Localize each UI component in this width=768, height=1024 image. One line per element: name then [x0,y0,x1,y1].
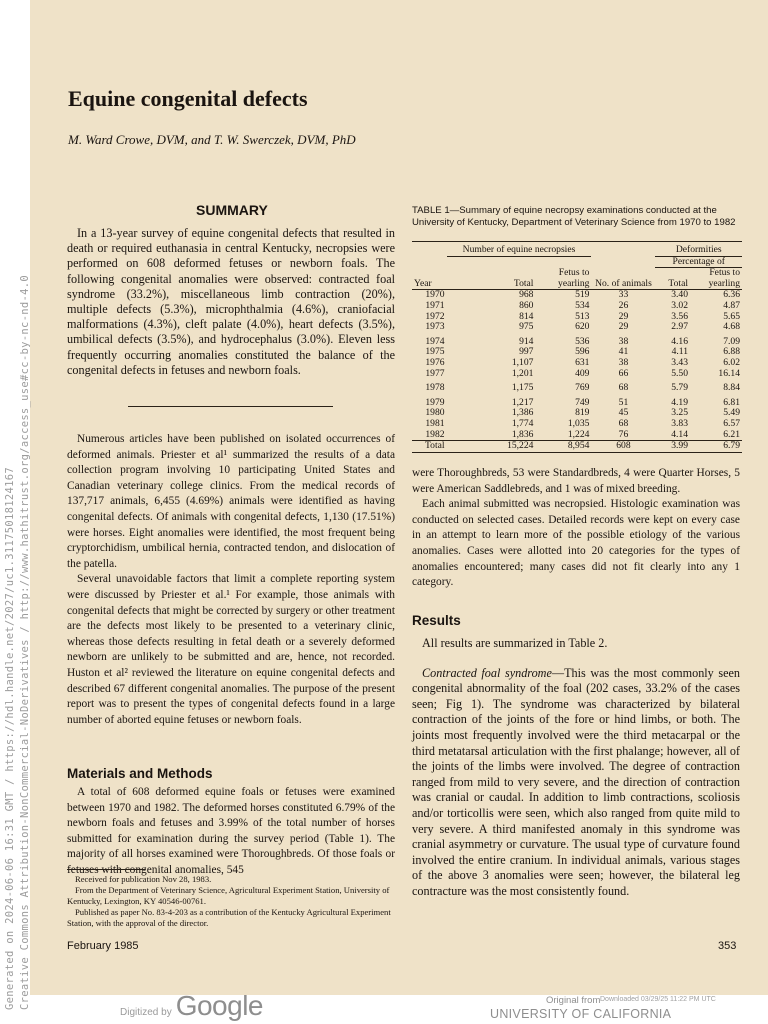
table-year-cell: 1982 [425,428,445,440]
table-cell: 68 [618,382,629,394]
table-cell: 749 [575,396,590,408]
table-cell: 29 [618,310,629,322]
table-year-cell: 1979 [425,396,445,408]
necropsy-summary-table [412,241,742,453]
table-cell: 596 [575,346,590,358]
table-cell: 1,175 [511,382,534,394]
table-cell: 3.40 [671,289,688,301]
col-header-pct-total: Total [668,277,688,289]
table-year-cell: 1970 [425,289,445,301]
table-row [412,322,742,333]
table-cell: 6.36 [723,289,740,301]
license-watermark: Creative Commons Attribution-NonCommercial-NoDerivatives / http://www.hathitrust.org/access_use#cc-by-nc-nd-4.0 [19,275,31,1010]
breed-paragraph: were Thoroughbreds, 53 were Standardbreds, 4 were Quarter Horses, 5 were American Saddlebreds, and 1 was of mixed breeding. [412,467,740,495]
header-spacer [412,256,447,268]
methods-heading: Materials and Methods [67,766,213,781]
table-cell: 29 [618,321,629,333]
table-row [412,419,742,430]
table-year-cell: 1978 [425,382,445,394]
results-text-block [412,636,740,900]
table-row [412,379,742,394]
table-cell: 608 [616,440,631,452]
table-cell: 6.57 [723,417,740,429]
table-body [412,290,742,441]
col-header-year: Year [414,277,432,289]
table-cell: 15,224 [507,440,534,452]
header-spacer [447,256,536,268]
table-cell: 1,107 [511,356,534,368]
table-year-cell: 1971 [425,299,445,311]
necropsy-paragraph: Each animal submitted was necropsied. Histologic examination was conducted on selected cases. Detailed records were kept on every case in an attempt to learn more of the possible etiology of the various anomalies. Cases were allotted into 20 categories for the types of anomalies encountered; many cases did not fit clearly into any 1 category. [412,498,740,589]
google-wordmark: Google [175,990,263,1021]
table-row [412,369,742,380]
table-cell: 769 [575,382,590,394]
table-cell: 66 [618,367,629,379]
table-row [412,358,742,369]
table-year-cell: 1975 [425,346,445,358]
table-year-cell: 1980 [425,407,445,419]
header-group-percentage: Percentage of [655,256,742,268]
footnote-affiliation: From the Department of Veterinary Science, Agricultural Experiment Station, University of Kentucky, Lexington, KY 40546-00761. [67,885,390,906]
methods-paragraph: A total of 608 deformed equine foals or fetuses were examined between 1970 and 1982. The deformed horses constituted 6.79% of the newborn foals and fetuses and 3.99% of the total number of horses submitted for examination during the survey period (Table 1). The majority of all horses examined were Thoroughbreds. Of those foals or fetuses with congenital anomalies, 545 [67,786,395,876]
footnote-rule [67,869,145,870]
table-year-cell: 1981 [425,417,445,429]
results-term: Contracted foal syndrome [422,665,552,680]
table-cell: 6.21 [723,428,740,440]
table-year-cell: 1973 [425,321,445,333]
table-cell: 534 [575,299,590,311]
table-cell: 4.68 [723,321,740,333]
table-cell: 1,224 [567,428,590,440]
table-cell: 519 [575,289,590,301]
table-year-cell: 1972 [425,310,445,322]
table-cell: 38 [618,335,629,347]
right-text-block [412,466,740,591]
table-cell: 3.02 [671,299,688,311]
table-row [412,301,742,312]
table-cell: 4.16 [671,335,688,347]
results-paragraph-1: All results are summarized in Table 2. [422,636,608,650]
table-row [412,430,742,441]
results-heading: Results [412,613,461,628]
table-cell: 513 [575,310,590,322]
table-cell: 4.19 [671,396,688,408]
col-header-pct-fetus: Fetus to yearling [708,267,740,289]
table-cell: 4.11 [671,346,688,358]
article-authors: M. Ward Crowe, DVM, and T. W. Swerczek, DVM, PhD [68,132,356,147]
header-spacer [535,256,591,268]
table-cell: 1,836 [511,428,534,440]
table-cell: 6.81 [723,396,740,408]
table-cell: 997 [519,346,534,358]
table-cell: 6.88 [723,346,740,358]
summary-heading: SUMMARY [196,202,268,218]
col-header-animals: No. of animals [595,277,652,289]
header-group-necropsies: Number of equine necropsies [447,242,592,257]
page-number: 353 [718,940,737,952]
table-cell: 3.43 [671,356,688,368]
table-cell: 1,201 [511,367,534,379]
table-cell: 45 [618,407,629,419]
table-row [412,333,742,348]
table-year-cell: 1974 [425,335,445,347]
table-cell: Total [424,440,445,452]
table-cell: 631 [575,356,590,368]
source-university: UNIVERSITY OF CALIFORNIA [490,1007,672,1021]
article-title: Equine congenital defects [68,86,308,111]
table-cell: 6.79 [723,440,740,452]
table-cell: 3.56 [671,310,688,322]
table-cell: 76 [618,428,629,440]
table-cell: 975 [519,321,534,333]
table-cell: 1,035 [567,417,590,429]
header-spacer [591,256,655,268]
footnote-publication: Published as paper No. 83-4-203 as a contribution of the Kentucky Agricultural Experiment Station, with the approval of the director. [67,907,391,928]
original-from-label: Original from [546,995,601,1006]
table-cell: 26 [618,299,629,311]
table-cell: 5.79 [671,382,688,394]
summary-text-block [67,226,395,378]
table-cell: 4.87 [723,299,740,311]
intro-paragraph-1: Numerous articles have been published on isolated occurrences of deformed animals. Priester et al¹ summarized the results of a data collection program involving 10 participating United States and Canadian veterinary college clinics. From the medical records of 137,717 animals, 6,455 (4.69%) animals were identified as having congenital defects. Of animals with congenital defects, 1,130 (17.51%) were horses. Eight anomalies were identified, the most frequent being cryptorchidism, umbilical hernia, contracted tendon, and dislocation of the patella. [67,433,395,570]
table-cell: 5.50 [671,367,688,379]
col-header-total: Total [513,277,534,289]
summary-paragraph: In a 13-year survey of equine congenital defects that resulted in death or required euthanasia in central Kentucky, necropsies were performed on 608 deformed fetuses or newborn foals. The following congenital anomalies were observed: contracted foal syndrome (33.2%), miscellaneous limb contraction (20%), multiple defects (5.3%), microphthalmia (4.6%), craniofacial malformations (4.3%), cleft palate (4.0%), heart defects (3.5%), umbilical defects (3.5%), and hydrocephalus (3.0%). Eleven less frequently occurring anomalies constituted the balance of the congenital defects in fetuses and newborn foals. [67,226,395,377]
table-cell: 4.14 [671,428,688,440]
table-row [412,394,742,409]
table-cell: 819 [575,407,590,419]
table-cell: 3.99 [671,440,688,452]
table-cell: 3.83 [671,417,688,429]
table-caption: TABLE 1—Summary of equine necropsy examinations conducted at the University of Kentucky, Department of Veterinary Science from 1970 to 1982 [412,205,736,228]
table-cell: 409 [575,367,590,379]
table-cell: 620 [575,321,590,333]
download-timestamp: Downloaded 03/29/25 11:22 PM UTC [600,996,716,1003]
table-cell: 41 [618,346,629,358]
results-paragraph-2-text: —This was the most commonly seen congenital abnormality of the foal (202 cases, 33.2% of the cases seen; Fig 1). The syndrome was characterized by bilateral contraction of the joints of the fore or hind limbs, or both. The joints most frequently involved were the third metacarpal or the third metatarsal articulation with the first phalange; however, all of the joints of the limbs were involved. The degree of contraction ranged from mild to very severe, and the direction of contraction was cranial or caudal. In addition to limb contractions, scoliosis and/or torticollis were seen, which also ranged from quite mild to very severe. A third manifested anomaly in this syndrome was cranial asymmetry or curvature. The usual type of curvature found involved the entire cranium. In individual animals, various stages of the above 3 anomalies were seen; however, the bilateral leg contracture was the most consistently found. [412,665,741,898]
section-divider [128,406,333,407]
table-cell: 6.02 [723,356,740,368]
table-cell: 860 [519,299,534,311]
digitized-by-label: Digitized by [120,1007,172,1018]
table-cell: 16.14 [718,367,740,379]
table-year-cell: 1976 [425,356,445,368]
table-cell: 814 [519,310,534,322]
table-cell: 914 [519,335,534,347]
results-paragraph-2 [412,666,740,900]
table-cell: 1,386 [511,407,534,419]
table-cell: 38 [618,356,629,368]
table-cell: 5.49 [723,407,740,419]
table-cell: 968 [519,289,534,301]
table-cell: 51 [618,396,629,408]
table-cell: 8,954 [567,440,590,452]
table-cell: 1,774 [511,417,534,429]
intro-paragraph-2: Several unavoidable factors that limit a complete reporting system were discussed by Priester et al.¹ For example, those animals with congenital defects that might be corrected by surgery or other treatment are the defects most likely to be presented to a veterinary clinic, whereas those defects resulting in fetal death or a severely deformed newborn are unlikely to be submitted and are, hence, not recorded. Huston et al² reviewed the literature on equine congenital defects and described 67 different congenital anomalies. The purpose of the present report was to present the types of congenital defects found in a large number of aborted equine fetuses or newborn foals. [67,573,395,726]
table-year-cell: 1977 [425,367,445,379]
header-group-deformities: Deformities [655,242,742,257]
table-cell: 8.84 [723,382,740,394]
table-cell: 5.65 [723,310,740,322]
table-cell: 536 [575,335,590,347]
table-cell: 33 [618,289,629,301]
table-cell: 68 [618,417,629,429]
table-cell: 1,217 [511,396,534,408]
intro-text-block [67,432,395,728]
footnote-received: Received for publication Nov 28, 1983. [75,874,212,884]
methods-text-block [67,785,395,879]
table-total-row [412,441,742,453]
google-digitized-logo [120,990,263,1022]
issue-date: February 1985 [67,940,139,952]
table-cell: 7.09 [723,335,740,347]
table-cell: 3.25 [671,407,688,419]
footnotes [67,874,397,929]
table-cell: 2.97 [671,321,688,333]
header-spacer [591,242,655,257]
header-spacer [412,242,447,257]
col-header-fetus: Fetus to yearling [558,267,590,289]
generated-watermark: Generated on 2024-06-06 16:31 GMT / https://hdl.handle.net/2027/uc1.31175018124167 [4,467,16,1010]
